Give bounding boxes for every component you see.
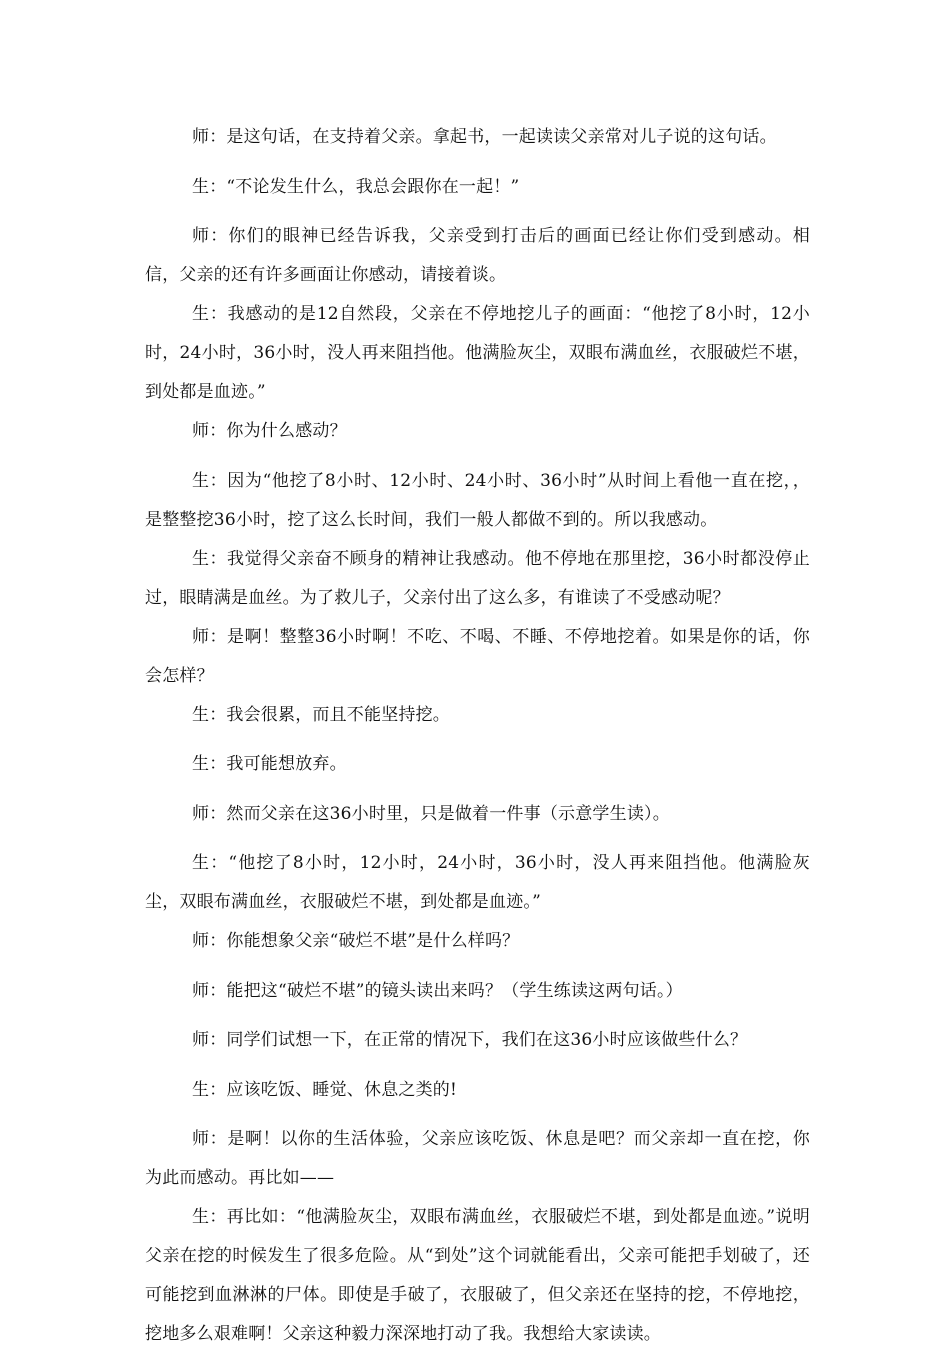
paragraph-14: 师：能把这“破烂不堪”的镜头读出来吗？（学生练读这两句话。） (192, 980, 683, 1001)
paragraph-13: 师：你能想象父亲“破烂不堪”是什么样吗？ (192, 931, 520, 951)
paragraph-4: 生：我感动的是12自然段，父亲在不停地挖儿子的画面：“他挖了8小时，12小时，24小时，36小时，没人再来阻挡他。他满脸灰尘，双眼布满血丝，衣服破烂不堪，到处都是血迹。” (145, 304, 810, 402)
paragraph-11: 师：然而父亲在这36小时里，只是做着一件事（示意学生读）。 (192, 803, 670, 824)
paragraph-17: 师：是啊！以你的生活体验，父亲应该吃饭、休息是吧？而父亲却一直在挖，你为此而感动。再比如—— (145, 1129, 810, 1188)
paragraph-15: 师：同学们试想一下，在正常的情况下，我们在这36小时应该做些什么？ (192, 1030, 748, 1050)
paragraph-18: 生：再比如：“他满脸灰尘，双眼布满血丝，衣服破烂不堪，到处都是血迹。”说明父亲在挖的时候发生了很多危险。从“到处”这个词就能看出，父亲可能把手划破了，还可能挖到血淋淋的尸体。即使是手破了，衣服破了，但父亲还在坚持的挖，不停地挖，挖地多么艰难啊！父亲这种毅力深深地打动了我。我想给大家读读。 (145, 1207, 810, 1344)
paragraph-8: 师：是啊！整整36小时啊！不吃、不喝、不睡、不停地挖着。如果是你的话，你会怎样？ (145, 626, 810, 686)
paragraph-1: 师：是这句话，在支持着父亲。拿起书，一起读读父亲常对儿子说的这句话。 (192, 127, 777, 147)
paragraph-5: 师：你为什么感动？ (192, 421, 347, 441)
paragraph-2: 生：“不论发生什么，我总会跟你在一起！” (192, 176, 520, 197)
paragraph-7: 生：我觉得父亲奋不顾身的精神让我感动。他不停地在那里挖，36小时都没停止过，眼睛满是血丝。为了救儿子，父亲付出了这么多，有谁读了不受感动呢？ (145, 548, 810, 608)
document-page (145, 118, 810, 1354)
paragraph-6: 生：因为“他挖了8小时、12小时、24小时、36小时”从时间上看他一直在挖，，是整整挖36小时，挖了这么长时间，我们一般人都做不到的。所以我感动。 (145, 470, 810, 530)
paragraph-12: 生：“他挖了8小时，12小时，24小时，36小时，没人再来阻挡他。他满脸灰尘，双眼布满血丝，衣服破烂不堪，到处都是血迹。” (145, 853, 810, 912)
paragraph-10: 生：我可能想放弃。 (192, 754, 347, 774)
paragraph-16: 生：应该吃饭、睡觉、休息之类的! (192, 1079, 458, 1100)
paragraph-3: 师：你们的眼神已经告诉我，父亲受到打击后的画面已经让你们受到感动。相信，父亲的还有许多画面让你感动，请接着谈。 (145, 226, 810, 285)
paragraph-9: 生：我会很累，而且不能坚持挖。 (192, 704, 450, 725)
